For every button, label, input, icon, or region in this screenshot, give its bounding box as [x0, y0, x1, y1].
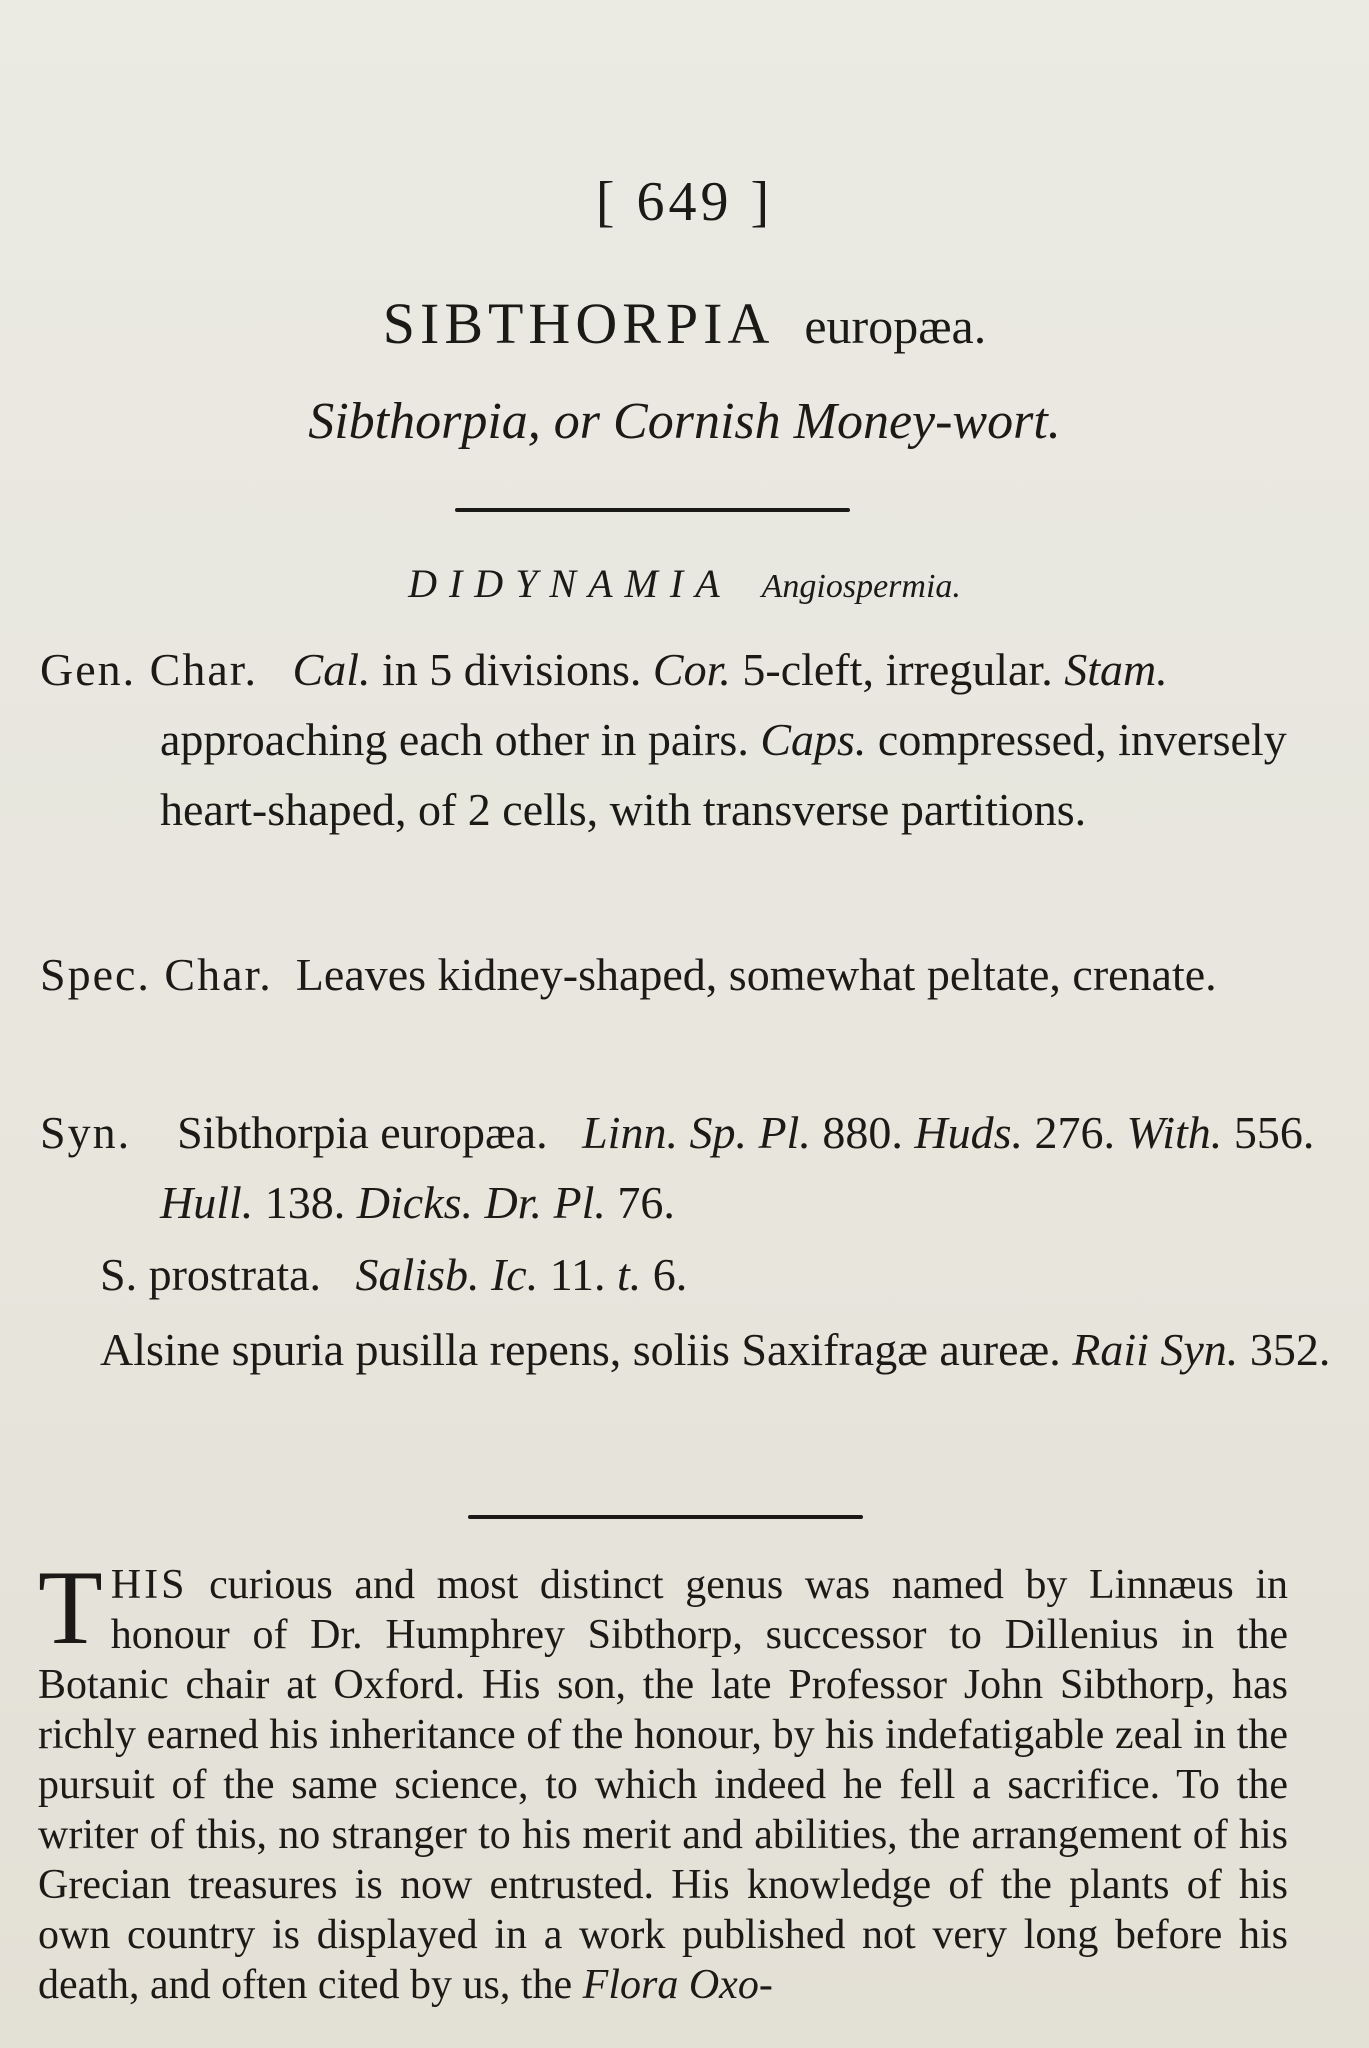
class-name: DIDYNAMIA — [408, 561, 732, 606]
reference-number: 6. — [641, 1249, 688, 1300]
body-text: curious and most distinct genus was named by Linnæus in honour of Dr. Humphrey Sibthorp, successor to Dillenius in the Botanic chair at Oxford. His son, the late Professor John Sibthorp, has richly earned his inheritance of the honour, by his indefatigable zeal in the pursuit of the same science, to which indeed he fell a sacrifice. To the writer of this, no stranger to his merit and abilities, the arrangement of his Grecian treasures is now entrusted. His knowledge of the plants of his own country is displayed in a work published not very long before his death, and often cited by us, the — [38, 1562, 1288, 2008]
gen-char-text: in 5 divisions. — [370, 644, 653, 695]
gen-char-term: Caps. — [760, 714, 867, 765]
reference-number: 76. — [605, 1177, 675, 1228]
divider-rule-bottom — [468, 1515, 863, 1519]
divider-rule-top — [455, 508, 850, 512]
synonyms-primary — [40, 1098, 1369, 1238]
reference-abbrev: Huds. — [914, 1107, 1023, 1158]
gen-char-text: 5-cleft, irregular. — [730, 644, 1065, 695]
reference-number: 11. — [538, 1249, 618, 1300]
genus-name: SIBTHORPIA — [382, 291, 775, 356]
syn-label: Syn. — [40, 1107, 132, 1158]
body-italic-tail: Flora Oxo- — [582, 1962, 773, 2008]
gen-char-text: approaching each other in pairs. — [160, 714, 761, 765]
classification-line — [0, 560, 1369, 607]
gen-char-term: Cor. — [652, 644, 731, 695]
synonym-name: Alsine spuria pusilla repens, soliis Saxifragæ aureæ. — [100, 1324, 1073, 1375]
page-number: [ 649 ] — [595, 171, 774, 233]
gen-char-text: compressed, inversely heart-shaped, of 2 cells, with transverse partitions. — [160, 714, 1287, 835]
reference-abbrev: Hull. — [160, 1177, 254, 1228]
reference-abbrev: Linn. Sp. Pl. — [582, 1107, 811, 1158]
synonym-prostrata — [100, 1240, 1280, 1310]
common-name: Sibthorpia, or Cornish Money-wort. — [308, 393, 1061, 450]
generic-character — [40, 635, 1369, 845]
reference-abbrev: Raii Syn. — [1072, 1324, 1239, 1375]
species-epithet: europæa. — [804, 298, 987, 354]
synonym-name: S. prostrata. — [100, 1249, 333, 1300]
reference-abbrev: Dicks. Dr. Pl. — [356, 1177, 606, 1228]
species-title — [0, 290, 1369, 357]
gen-char-term: Stam. — [1064, 644, 1168, 695]
spec-char-text: Leaves kidney-shaped, somewhat peltate, crenate. — [295, 949, 1217, 1000]
order-name: Angiospermia. — [761, 568, 961, 605]
reference-abbrev: Salisb. Ic. — [355, 1249, 539, 1300]
gen-char-term: Cal. — [292, 644, 371, 695]
gen-char-label: Gen. Char. — [40, 644, 259, 695]
lead-word: HIS — [110, 1562, 188, 1608]
reference-number: 352. — [1238, 1324, 1331, 1375]
reference-number: 138. — [253, 1177, 357, 1228]
synonym-alsine — [100, 1315, 1345, 1385]
reference-number: 276. — [1022, 1107, 1127, 1158]
reference-number: 880. — [810, 1107, 915, 1158]
synonym-name: Sibthorpia europæa. — [177, 1107, 548, 1158]
specific-character — [40, 940, 1369, 1010]
reference-abbrev: With. — [1126, 1107, 1223, 1158]
drop-cap: T — [38, 1549, 103, 1666]
body-paragraph — [38, 1549, 1288, 2010]
reference-abbrev: t. — [617, 1249, 642, 1300]
reference-number: 556. — [1222, 1107, 1315, 1158]
spec-char-label: Spec. Char. — [40, 949, 273, 1000]
